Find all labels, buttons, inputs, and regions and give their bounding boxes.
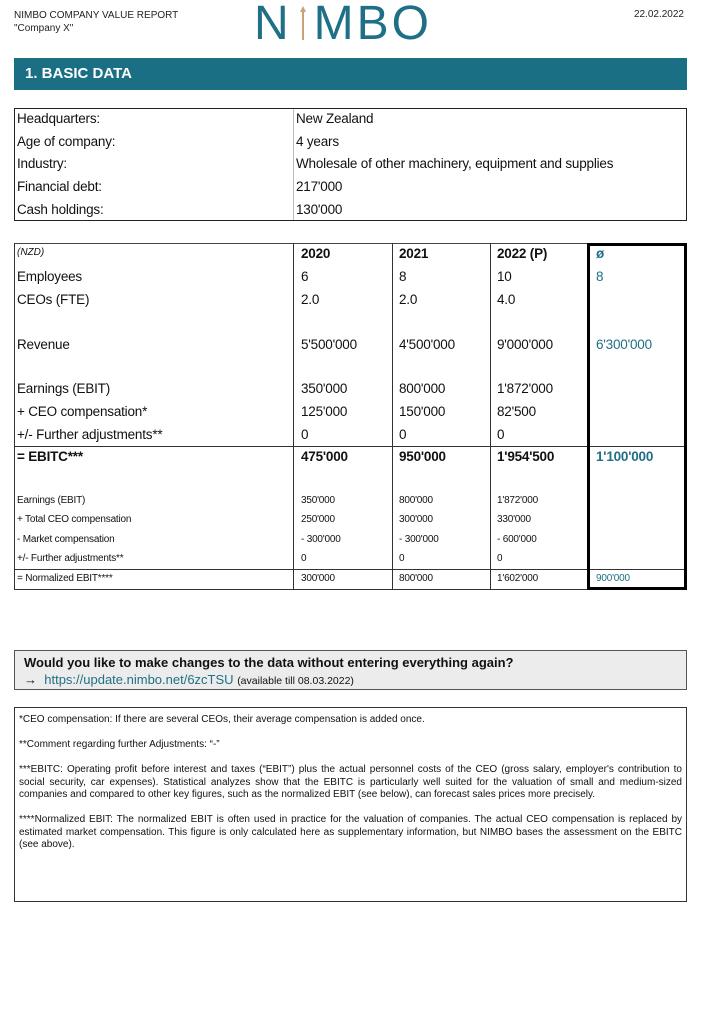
cell-average: 1'100'000: [596, 449, 654, 464]
cell-value: 5'500'000: [301, 337, 357, 352]
cell-value: 350'000: [301, 495, 335, 506]
row-label-revenue: Revenue: [17, 337, 70, 352]
cell-value: 300'000: [301, 573, 335, 584]
section-title: 1. BASIC DATA: [14, 58, 687, 90]
cell-value: 1'872'000: [497, 495, 538, 506]
cell-value: 0: [399, 427, 407, 442]
cell-value: 82'500: [497, 404, 536, 419]
footnote-ebitc: ***EBITC: Operating profit before interest and taxes (“EBIT”) plus the actual personnel costs of the CEO (gross salary, employer's contribution to social security, car expenses). Statistical analyzes show that the EBITC is particularly well suited for the valuation of small and medium-sized companies and compared to other key figures, such as the normalized EBIT (see below), can forecast sales prices more precisely.: [19, 764, 682, 800]
arrow-icon: →: [24, 672, 37, 687]
report-title: NIMBO COMPANY VALUE REPORT: [14, 10, 179, 21]
cell-value: - 300'000: [301, 534, 341, 545]
cell-value: 1'954'500: [497, 449, 555, 464]
col-2021: 2021: [399, 246, 429, 261]
cell-value: 0: [301, 427, 309, 442]
nimbo-logo: [254, 0, 432, 48]
cell-value: 800'000: [399, 573, 433, 584]
cell-average: 6'300'000: [596, 337, 652, 352]
company-name: "Company X": [14, 23, 74, 34]
cell-value: 8: [399, 269, 407, 284]
logo-text: N MBO: [254, 0, 433, 50]
report-header: [14, 9, 178, 35]
row-label-further-adjustments: +/- Further adjustments**: [17, 427, 163, 442]
cell-value: 250'000: [301, 514, 335, 525]
row-label-s-further-adjustments: +/- Further adjustments**: [17, 553, 124, 564]
row-label-total-ceo-compensation: + Total CEO compensation: [17, 514, 132, 525]
cell-average: 8: [596, 269, 604, 284]
cell-value: 475'000: [301, 449, 348, 464]
row-label-normalized-ebit: = Normalized EBIT****: [17, 573, 113, 584]
row-label-market-compensation: - Market compensation: [17, 534, 115, 545]
footnote-normalized-ebit: ****Normalized EBIT: The normalized EBIT is often used in practice for the valuation of companies. The actual CEO compensation is replaced by estimated market compensation. This figure is only calculated here as supplementary information, but NIMBO bases the assessment on the EBITC (see above).: [19, 814, 682, 850]
cell-value: 350'000: [301, 381, 348, 396]
col-2022: 2022 (P): [497, 246, 548, 261]
cell-value: 0: [399, 553, 405, 564]
cell-value: 150'000: [399, 404, 446, 419]
average-column-box: [587, 243, 687, 590]
cell-value: - 300'000: [399, 534, 439, 545]
row-label-employees: Employees: [17, 269, 82, 284]
footnote-ceo-compensation: *CEO compensation: If there are several CEOs, their average compensation is added once.: [19, 714, 425, 725]
footnote-further-adjustments: **Comment regarding further Adjustments: “-”: [19, 739, 220, 750]
cell-value: 950'000: [399, 449, 446, 464]
cell-value: 6: [301, 269, 309, 284]
unit-label: (NZD): [17, 247, 45, 258]
cell-value: 9'000'000: [497, 337, 553, 352]
availability-note: (available till 08.03.2022): [237, 675, 354, 687]
cell-value: 800'000: [399, 495, 433, 506]
basic-data-table: Headquarters: New Zealand Age of company: 4 years Industry: Wholesale of other machinery, equipment and supplies Financial debt: 217'000 Cash holdings: 130'000: [14, 108, 687, 221]
row-label-ebitc: = EBITC***: [17, 449, 83, 464]
financials-table: [14, 243, 687, 590]
cell-value: 330'000: [497, 514, 531, 525]
cell-value: 2.0: [301, 292, 320, 307]
cell-value: 4.0: [497, 292, 516, 307]
update-line: [24, 672, 354, 687]
update-box: [14, 650, 687, 690]
footnotes-box: [14, 707, 687, 902]
update-link[interactable]: https://update.nimbo.net/6zcTSU: [44, 672, 234, 687]
cell-value: 125'000: [301, 404, 348, 419]
cell-value: 1'602'000: [497, 573, 538, 584]
cell-value: 0: [497, 427, 505, 442]
cell-value: 800'000: [399, 381, 446, 396]
cell-value: 10: [497, 269, 512, 284]
cell-value: - 600'000: [497, 534, 537, 545]
logo-arrow-icon: [292, 0, 314, 48]
cell-value: 2.0: [399, 292, 418, 307]
report-date: 22.02.2022: [633, 9, 684, 20]
update-question: Would you like to make changes to the data without entering everything again?: [24, 655, 514, 670]
cell-value: 0: [301, 553, 307, 564]
col-2020: 2020: [301, 246, 331, 261]
cell-value: 4'500'000: [399, 337, 455, 352]
cell-value: 0: [497, 553, 503, 564]
cell-value: 300'000: [399, 514, 433, 525]
row-label-ceos: CEOs (FTE): [17, 292, 90, 307]
cell-average: 900'000: [596, 573, 630, 584]
row-label-s-ebit: Earnings (EBIT): [17, 495, 86, 506]
row-label-ebit: Earnings (EBIT): [17, 381, 111, 396]
col-average: ø: [596, 246, 605, 261]
row-label-ceo-compensation: + CEO compensation*: [17, 404, 148, 419]
cell-value: 1'872'000: [497, 381, 553, 396]
